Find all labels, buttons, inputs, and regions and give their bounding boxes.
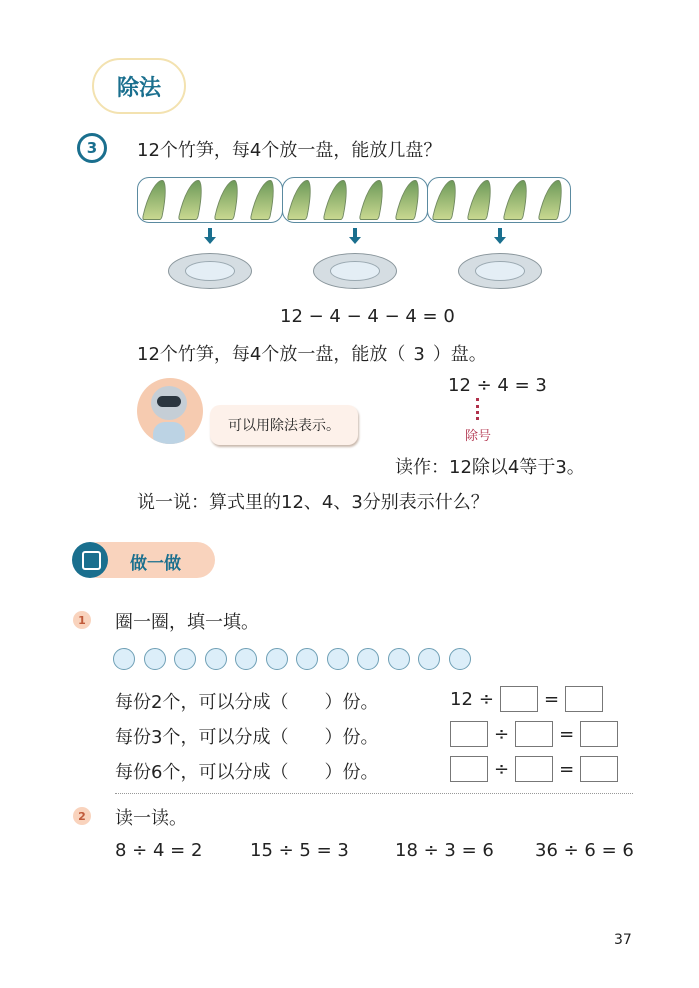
read-as: 读作：12除以4等于3。 [395,457,585,478]
q2-number: 2 [73,807,91,825]
fill-row-text: 每份3个，可以分成（ ）份。 [115,727,379,748]
robot-avatar [137,378,203,444]
divide-sign: ÷ [494,723,510,745]
bamboo-shoot-icon [323,180,352,220]
bamboo-group-2 [282,177,428,223]
bamboo-shoot-icon [395,180,424,220]
read-equation-4: 36 ÷ 6 = 6 [535,840,634,861]
answer-box[interactable] [515,756,553,782]
bamboo-shoot-icon [250,180,279,220]
divide-sign: ÷ [494,758,510,780]
answer-pre: 12个竹笋，每4个放一盘，能放（ [137,344,406,365]
plate-icon [168,253,252,289]
answer-value: 3 [413,344,425,365]
page-number: 37 [614,932,632,948]
q1-number: 1 [73,611,91,629]
division-sign-label: 除号 [465,429,492,444]
circle-icon[interactable] [388,648,410,670]
fill-equation [450,686,603,712]
dividend: 12 [450,688,473,710]
plate-icon [313,253,397,289]
answer-box[interactable] [565,686,603,712]
equals-sign: = [559,758,575,780]
arrow-down-icon [208,228,212,238]
circle-icon[interactable] [418,648,440,670]
example-number: 3 [77,133,107,163]
q1-title: 圈一圈，填一填。 [115,612,259,633]
q2-title: 读一读。 [115,808,187,829]
circle-icon[interactable] [266,648,288,670]
bamboo-shoot-icon [538,180,567,220]
circle-icon[interactable] [235,648,257,670]
fill-equation [450,721,618,747]
circle-icon[interactable] [296,648,318,670]
answer-post: ）盘。 [432,344,487,365]
bamboo-shoot-icon [502,180,531,220]
circle-icon[interactable] [113,648,135,670]
fill-row-text: 每份6个，可以分成（ ）份。 [115,762,379,783]
arrow-down-icon [353,228,357,238]
speech-bubble: 可以用除法表示。 [210,405,358,445]
bamboo-shoot-icon [467,180,496,220]
pointer-dots [476,398,482,420]
circle-icon[interactable] [449,648,471,670]
bamboo-shoot-icon [431,180,460,220]
subtraction-equation: 12 − 4 − 4 − 4 = 0 [280,306,455,327]
answer-box[interactable] [515,721,553,747]
answer-box[interactable] [450,721,488,747]
answer-box[interactable] [450,756,488,782]
bamboo-shoot-icon [214,180,243,220]
read-equation-1: 8 ÷ 4 = 2 [115,840,203,861]
equals-sign: = [544,688,560,710]
circle-icon[interactable] [357,648,379,670]
section-title: 除法 [92,58,186,114]
fill-equation [450,756,618,782]
circle-icon[interactable] [174,648,196,670]
equals-sign: = [559,723,575,745]
bamboo-shoot-icon [287,180,316,220]
read-equation-3: 18 ÷ 3 = 6 [395,840,494,861]
divider [115,793,633,794]
circle-icon[interactable] [205,648,227,670]
answer-box[interactable] [580,756,618,782]
question-text: 12个竹笋，每4个放一盘，能放几盘？ [137,140,442,161]
answer-sentence [137,340,487,366]
circle-icon[interactable] [327,648,349,670]
circle-icon[interactable] [144,648,166,670]
division-equation: 12 ÷ 4 = 3 [448,375,547,396]
plate-icon [458,253,542,289]
bamboo-shoot-icon [142,180,171,220]
bamboo-group-1 [137,177,283,223]
read-equation-2: 15 ÷ 5 = 3 [250,840,349,861]
practice-title: 做一做 [130,554,181,574]
bamboo-shoot-icon [178,180,207,220]
practice-icon [72,542,108,578]
divide-sign: ÷ [478,688,494,710]
bamboo-shoot-icon [359,180,388,220]
arrow-down-icon [498,228,502,238]
answer-box[interactable] [500,686,538,712]
discuss-prompt: 说一说：算式里的12、4、3分别表示什么？ [137,492,489,513]
fill-row-text: 每份2个，可以分成（ ）份。 [115,692,379,713]
answer-box[interactable] [580,721,618,747]
bamboo-group-3 [427,177,571,223]
